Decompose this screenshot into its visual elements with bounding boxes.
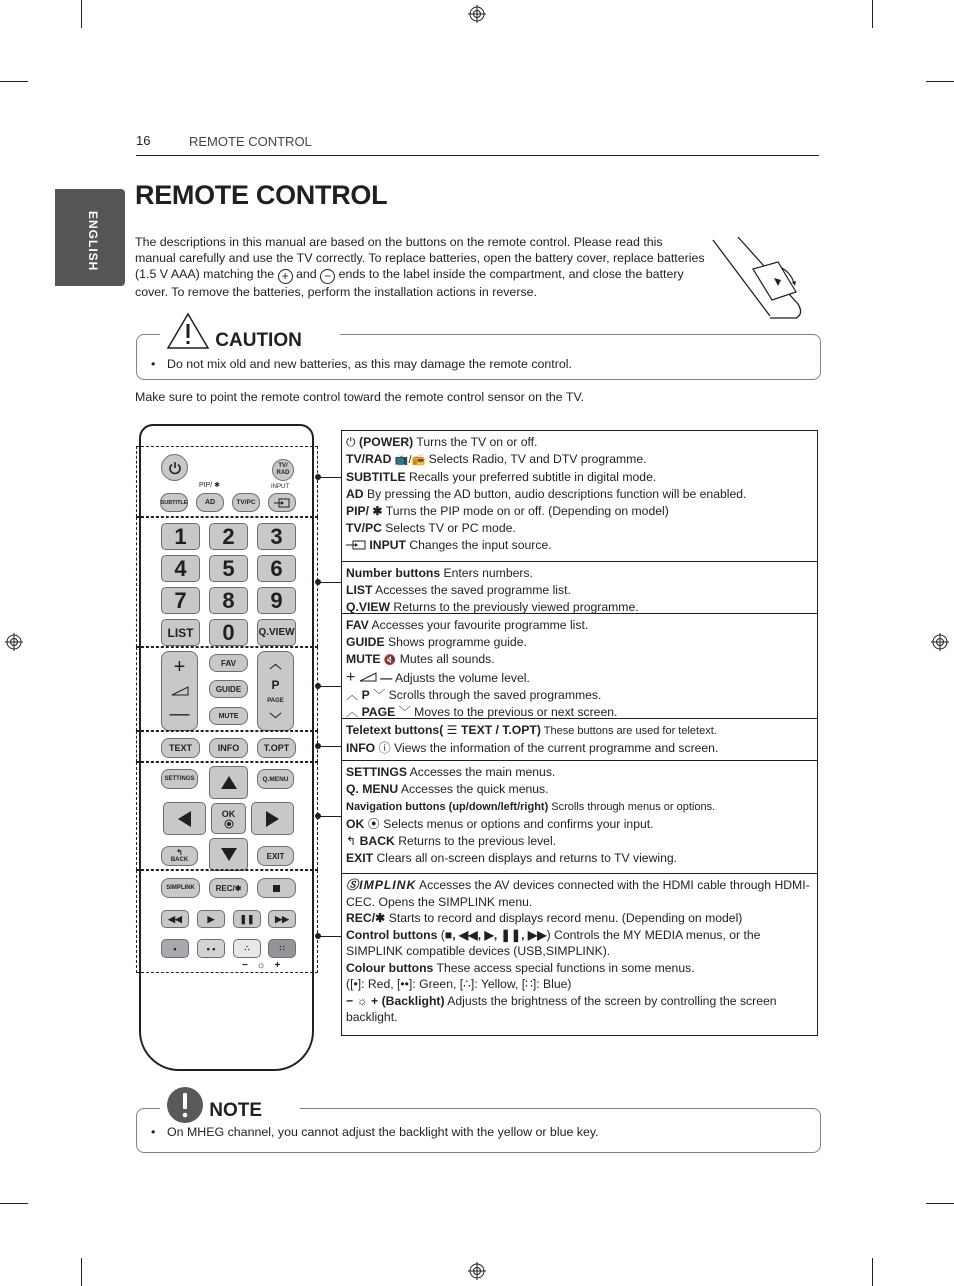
four-dot-icon: ∷ <box>279 944 285 953</box>
intro-text: The descriptions in this manual are based on the buttons on the remote control. Please read this manual carefully and use the TV correctly. To replace batteries, open the battery cover, replace batteries (1.5 V AAA) matching the <box>135 235 705 281</box>
play-icon: ▶ <box>207 913 215 924</box>
pause-icon: ❚❚ <box>239 913 255 924</box>
desc-line <box>346 740 813 757</box>
desc-text: Clears all on-screen displays and returns to TV viewing. <box>373 851 678 865</box>
desc-term: Control buttons <box>346 927 438 942</box>
settings-button[interactable]: SETTINGS <box>161 769 198 789</box>
connector-line <box>318 477 341 478</box>
number-button-8[interactable]: 8 <box>209 587 248 614</box>
note-text: • On MHEG channel, you cannot adjust the backlight with the yellow or blue key. <box>167 1125 599 1139</box>
desc-text: ( <box>437 927 445 942</box>
number-button-6[interactable]: 6 <box>257 555 296 582</box>
desc-text: : Blue) <box>536 977 572 991</box>
desc-text: Returns to the previous level. <box>394 834 557 848</box>
desc-text: Turns the PIP mode on or off. (Depending on model) <box>382 504 669 518</box>
desc-text: Returns to the previously viewed programme. <box>390 600 639 614</box>
q-view-button[interactable]: Q.VIEW <box>257 619 296 646</box>
rec-button[interactable]: REC/✱ <box>209 878 248 898</box>
caution-label-wrap <box>160 312 340 352</box>
tv-radio-icon: 📺/📻 <box>394 454 426 466</box>
page-label: PAGE <box>267 698 284 704</box>
crop-mark <box>926 81 954 82</box>
desc-text: Changes the input source. <box>405 538 552 552</box>
desc-term: OK <box>346 817 365 831</box>
desc-line <box>346 634 813 651</box>
mute-button[interactable]: MUTE <box>209 707 248 725</box>
list-button[interactable]: LIST <box>161 619 200 646</box>
desc-box-power <box>341 430 818 562</box>
desc-line <box>346 993 813 1026</box>
desc-text: These access special functions in some menus. <box>433 960 695 975</box>
yellow-key-icon: [∴] <box>459 977 475 991</box>
connector-line <box>318 816 341 817</box>
chevron-down-icon: ﹀ <box>373 688 386 702</box>
intro-text: ends to the label inside the compartment, and close the battery cover. To remove the batteries, perform the installation actions in reverse. <box>135 267 684 299</box>
back-arrow-icon: ↰ <box>346 834 357 848</box>
desc-term: Q.VIEW <box>346 600 391 614</box>
desc-line <box>346 764 813 781</box>
desc-line <box>346 582 813 599</box>
input-label: INPUT <box>271 484 289 490</box>
group-frame-media <box>136 870 318 973</box>
desc-line <box>346 781 813 798</box>
desc-box-numbers <box>341 561 818 614</box>
desc-text: : Yellow, <box>474 977 522 991</box>
desc-text: Selects menus or options and confirms your input. <box>379 817 654 831</box>
desc-line <box>346 469 813 486</box>
desc-line <box>346 877 813 910</box>
desc-term: SUBTITLE <box>346 470 406 484</box>
crop-mark <box>81 1258 82 1286</box>
blue-key-icon: [∷] <box>521 977 537 991</box>
group-frame-teletext <box>136 731 318 762</box>
desc-term: EXIT <box>346 851 374 865</box>
green-key-icon: [••] <box>397 977 413 991</box>
mute-icon: 🔇 <box>383 655 397 666</box>
desc-term: Q. MENU <box>346 782 399 796</box>
desc-term: (Backlight) <box>381 993 445 1008</box>
desc-term: (POWER) <box>359 435 414 449</box>
desc-term: P <box>361 688 370 702</box>
q-menu-button[interactable]: Q.MENU <box>257 769 294 789</box>
desc-text: Selects Radio, TV and DTV programme. <box>425 452 647 466</box>
chevron-down-icon: ﹀ <box>398 705 411 719</box>
desc-term: BACK <box>359 834 395 848</box>
crop-mark <box>872 0 873 28</box>
language-tab-label: ENGLISH <box>86 211 100 272</box>
number-button-2[interactable]: 2 <box>209 523 248 550</box>
exclamation-icon <box>166 1086 204 1124</box>
desc-term: FAV <box>346 618 369 632</box>
desc-line <box>346 850 813 867</box>
desc-line <box>346 520 813 537</box>
desc-text: Scrolls through menus or options. <box>548 801 716 813</box>
number-button-4[interactable]: 4 <box>161 555 200 582</box>
desc-line <box>346 486 813 503</box>
desc-box-media <box>341 873 818 1036</box>
desc-text: Adjusts the volume level. <box>392 671 530 685</box>
desc-line <box>346 927 813 960</box>
desc-text: Accesses your favourite programme list. <box>368 618 589 632</box>
note-label-wrap <box>160 1086 300 1124</box>
ok-label: OK <box>221 808 236 819</box>
desc-text: Accesses the saved programme list. <box>372 583 571 597</box>
guide-button[interactable]: GUIDE <box>209 680 248 698</box>
pointing-instruction: Make sure to point the remote control toward the remote control sensor on the TV. <box>135 390 585 404</box>
red-key-icon: [•] <box>350 977 362 991</box>
desc-text: Enters numbers. <box>440 566 533 580</box>
desc-text: By pressing the AD button, audio descriptions function will be enabled. <box>363 487 747 501</box>
desc-text: Views the information of the current programme and screen. <box>390 741 719 755</box>
desc-line <box>346 687 813 704</box>
desc-text: Accesses the quick menus. <box>398 782 549 796</box>
group-frame-volume <box>136 647 318 731</box>
desc-term: Navigation buttons (up/down/left/right) <box>346 801 549 813</box>
fav-button[interactable]: FAV <box>209 654 248 672</box>
desc-box-teletext <box>341 718 818 761</box>
connector-line <box>318 746 341 747</box>
desc-text: Selects TV or PC mode. <box>381 521 516 535</box>
number-button-1[interactable]: 1 <box>161 523 200 550</box>
page-number: 16 <box>136 133 151 148</box>
desc-term: INPUT <box>369 538 406 552</box>
registration-mark-icon <box>931 633 949 651</box>
rewind-icon: ◀◀ <box>168 913 182 924</box>
caution-text: • Do not mix old and new batteries, as this may damage the remote control. <box>167 357 572 371</box>
desc-term: SETTINGS <box>346 765 407 779</box>
number-button-3[interactable]: 3 <box>257 523 296 550</box>
desc-text: : Green, <box>412 977 460 991</box>
backlight-icon: − ☼ + <box>346 993 379 1008</box>
registration-mark-icon <box>468 1262 486 1280</box>
connector-line <box>318 686 341 687</box>
desc-term: REC/✱ <box>346 911 386 925</box>
text-icon: ☰ <box>446 723 458 737</box>
desc-line <box>346 669 813 687</box>
desc-line <box>346 537 813 554</box>
desc-box-navigation <box>341 760 818 874</box>
intro-text: and <box>292 267 321 281</box>
desc-line <box>346 451 813 469</box>
desc-line <box>346 833 813 850</box>
registration-mark-icon <box>468 5 486 23</box>
desc-line <box>346 816 813 833</box>
t-opt-button[interactable]: T.OPT <box>257 738 296 758</box>
desc-term: INFO <box>346 741 376 755</box>
desc-text: Recalls your preferred subtitle in digital mode. <box>405 470 657 484</box>
group-frame-top <box>136 446 318 517</box>
simplink-logo-icon: ⓈIMPLINK <box>346 878 417 892</box>
registration-mark-icon <box>5 633 23 651</box>
language-tab <box>55 189 125 286</box>
desc-term: Number buttons <box>346 566 441 580</box>
battery-cover-illustration <box>708 234 808 320</box>
text-button[interactable]: TEXT <box>161 738 200 758</box>
desc-line <box>346 617 813 634</box>
desc-line <box>346 651 813 669</box>
minus-icon: − <box>320 269 335 284</box>
power-icon: ⏻ <box>346 435 356 449</box>
desc-text: Shows programme guide. <box>384 635 527 649</box>
simplink-button[interactable]: SIMPLINK <box>161 878 200 898</box>
volume-up-icon: + <box>173 655 186 678</box>
running-header: REMOTE CONTROL <box>189 134 312 149</box>
number-button-9[interactable]: 9 <box>257 587 296 614</box>
crop-mark <box>872 1258 873 1286</box>
desc-line <box>346 910 813 927</box>
ok-icon: ⦿ <box>367 817 380 831</box>
desc-term: GUIDE <box>346 635 385 649</box>
two-dot-icon: • • <box>206 943 216 954</box>
page-title: REMOTE CONTROL <box>135 180 388 210</box>
connector-line <box>318 936 341 937</box>
desc-line: ([•]: Red, [••]: Green, [∴]: Yellow, [∷]: Blue) <box>346 977 572 991</box>
desc-text: Accesses the AV devices connected with the HDMI cable through HDMI-CEC. Opens the SIMPLINK menu. <box>346 878 810 909</box>
crop-mark <box>0 1203 28 1204</box>
desc-term: TV/PC <box>346 521 382 535</box>
group-frame-navigation <box>136 762 318 870</box>
desc-text: : Red, <box>361 977 398 991</box>
desc-text: Turns the TV on or off. <box>413 435 538 449</box>
backlight-icon: − ☼ + <box>242 960 284 971</box>
desc-box-volume <box>341 613 818 719</box>
three-dot-icon: ∴ <box>244 944 250 953</box>
crop-mark <box>0 81 28 82</box>
warning-triangle-icon <box>166 312 210 350</box>
number-button-0[interactable]: 0 <box>209 619 248 646</box>
fast-forward-icon: ▶▶ <box>275 913 289 924</box>
desc-text: Starts to record and displays record menu. (Depending on model) <box>385 911 743 925</box>
desc-term: Colour buttons <box>346 960 434 975</box>
tv-rad-label: TV/ RAD <box>276 463 290 476</box>
intro-paragraph <box>135 234 705 300</box>
chevron-up-icon: ︿ <box>346 705 359 719</box>
number-button-5[interactable]: 5 <box>209 555 248 582</box>
chevron-down-icon: ﹀ <box>269 712 282 726</box>
one-dot-icon: • <box>173 943 177 954</box>
p-label: P <box>271 678 280 692</box>
desc-term: TEXT / T.OPT) <box>461 723 541 737</box>
header-rule <box>136 155 819 156</box>
desc-text: These buttons are used for teletext. <box>540 725 717 737</box>
input-icon <box>346 540 366 550</box>
desc-term: TV/RAD <box>346 452 392 466</box>
desc-term: Teletext buttons( <box>346 723 444 737</box>
chevron-up-icon: ︿ <box>269 657 282 671</box>
crop-mark <box>81 0 82 28</box>
desc-text: Mutes all sounds. <box>396 652 495 666</box>
desc-line <box>346 798 813 816</box>
back-label: BACK <box>170 857 189 863</box>
desc-line <box>346 722 813 740</box>
plus-icon: + <box>278 269 293 284</box>
media-control-icons: ■, ◀◀, ▶, ❚❚, ▶▶ <box>444 927 547 942</box>
number-button-7[interactable]: 7 <box>161 587 200 614</box>
volume-down-icon: — <box>380 671 393 685</box>
desc-line <box>346 503 813 520</box>
desc-text: Scrolls through the saved programmes. <box>385 688 602 702</box>
desc-text: Moves to the previous or next screen. <box>410 705 618 719</box>
group-frame-numbers <box>136 517 318 647</box>
desc-text: ) Controls the MY MEDIA menus, or the SIMPLINK compatible devices (USB,SIMPLINK). <box>346 927 761 958</box>
desc-line <box>346 565 813 582</box>
desc-term: PAGE <box>361 705 396 719</box>
back-arrow-icon: ↰ <box>176 848 183 857</box>
crop-mark <box>926 1203 954 1204</box>
note-label: NOTE <box>209 1100 263 1121</box>
desc-term: MUTE <box>346 652 381 666</box>
ad-label: AD <box>204 499 216 506</box>
desc-text: Adjusts the brightness of the screen by controlling the screen backlight. <box>346 993 777 1024</box>
caution-label: CAUTION <box>215 330 302 351</box>
desc-term: AD <box>346 487 364 501</box>
info-icon: ⓘ <box>378 741 391 755</box>
desc-term: PIP/ ✱ <box>346 504 383 518</box>
volume-up-icon: + <box>346 669 356 686</box>
desc-line <box>346 434 813 451</box>
subtitle-label: SUBTITLE <box>160 499 188 506</box>
chevron-up-icon: ︿ <box>346 688 359 702</box>
tv-pc-label: TV/PC <box>236 499 256 506</box>
desc-line <box>346 960 813 977</box>
desc-text: Accesses the main menus. <box>406 765 556 779</box>
connector-line <box>318 582 341 583</box>
exit-button[interactable]: EXIT <box>257 846 294 866</box>
pip-label: PIP/ ✱ <box>199 482 221 489</box>
info-button[interactable]: INFO <box>209 738 248 758</box>
desc-term: LIST <box>346 583 373 597</box>
volume-down-icon: — <box>169 703 190 726</box>
volume-ramp-icon <box>359 672 377 682</box>
